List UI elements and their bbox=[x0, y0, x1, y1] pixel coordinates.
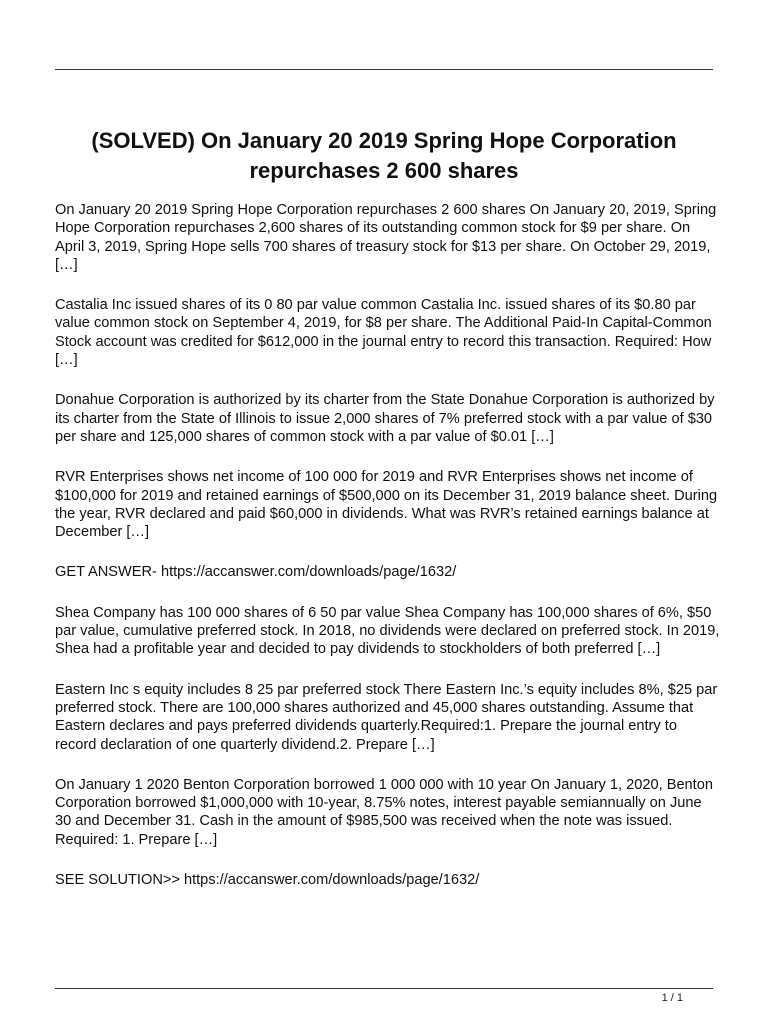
paragraph-rvr: RVR Enterprises shows net income of 100 000 for 2019 and RVR Enterprises shows net income of $100,000 for 2019 and retained earnings of $500,000 on its December 31, 2019 balance sheet. During the year, RVR declared and paid $60,000 in dividends. What was RVR’s retained earnings balance at December […] bbox=[55, 469, 718, 541]
document-body bbox=[55, 201, 720, 911]
page-number: 1 / 1 bbox=[661, 992, 683, 1004]
paragraph-benton: On January 1 2020 Benton Corporation borrowed 1 000 000 with 10 year On January 1, 2020, Benton Corporation borrowed $1,000,000 with 10-year, 8.75% notes, interest payable semiannually on June 30 and December 31. Cash in the amount of $985,500 was received when the note was issued. Required: 1. Prepare […] bbox=[55, 776, 713, 848]
get-answer-link[interactable]: GET ANSWER- https://accanswer.com/downloads/page/1632/ bbox=[55, 564, 457, 581]
paragraph-donahue: Donahue Corporation is authorized by its charter from the State Donahue Corporation is authorized by its charter from the State of Illinois to issue 2,000 shares of 7% preferred stock with a par value of $30 per share and 125,000 shares of common stock with a par value of $0.01 […] bbox=[55, 392, 715, 445]
see-solution-link[interactable]: SEE SOLUTION>> https://accanswer.com/downloads/page/1632/ bbox=[55, 872, 480, 889]
paragraph-spring-hope: On January 20 2019 Spring Hope Corporation repurchases 2 600 shares On January 20, 2019, Spring Hope Corporation repurchases 2,600 shares of its outstanding common stock for $9 per share. On April 3, 2019, Spring Hope sells 700 shares of treasury stock for $13 per share. On October 29, 2019, […] bbox=[55, 202, 717, 273]
document-title: (SOLVED) On January 20 2019 Spring Hope Corporation repurchases 2 600 shares bbox=[91, 128, 677, 183]
bottom-divider bbox=[55, 988, 713, 989]
top-divider bbox=[55, 69, 713, 70]
paragraph-castalia: Castalia Inc issued shares of its 0 80 par value common Castalia Inc. issued shares of its $0.80 par value common stock on September 4, 2019, for $8 per share. The Additional Paid-In Capital-Common Stock account was credited for $612,000 in the journal entry to record this transaction. Required: How […] bbox=[55, 297, 712, 369]
paragraph-shea: Shea Company has 100 000 shares of 6 50 par value Shea Company has 100,000 shares of 6%, $50 par value, cumulative preferred stock. In 2018, no dividends were declared on preferred stock. In 2019, Shea had a profitable year and decided to pay dividends to stockholders of both preferred […] bbox=[55, 604, 720, 658]
paragraph-eastern: Eastern Inc s equity includes 8 25 par preferred stock There Eastern Inc.’s equity includes 8%, $25 par preferred stock. There are 100,000 shares authorized and 45,000 shares outstanding. Assume that Eastern declares and pays preferred dividends quarterly.Required:1. Prepare the journal entry to record declaration of one quarterly dividend.2. Prepare […] bbox=[55, 681, 718, 753]
